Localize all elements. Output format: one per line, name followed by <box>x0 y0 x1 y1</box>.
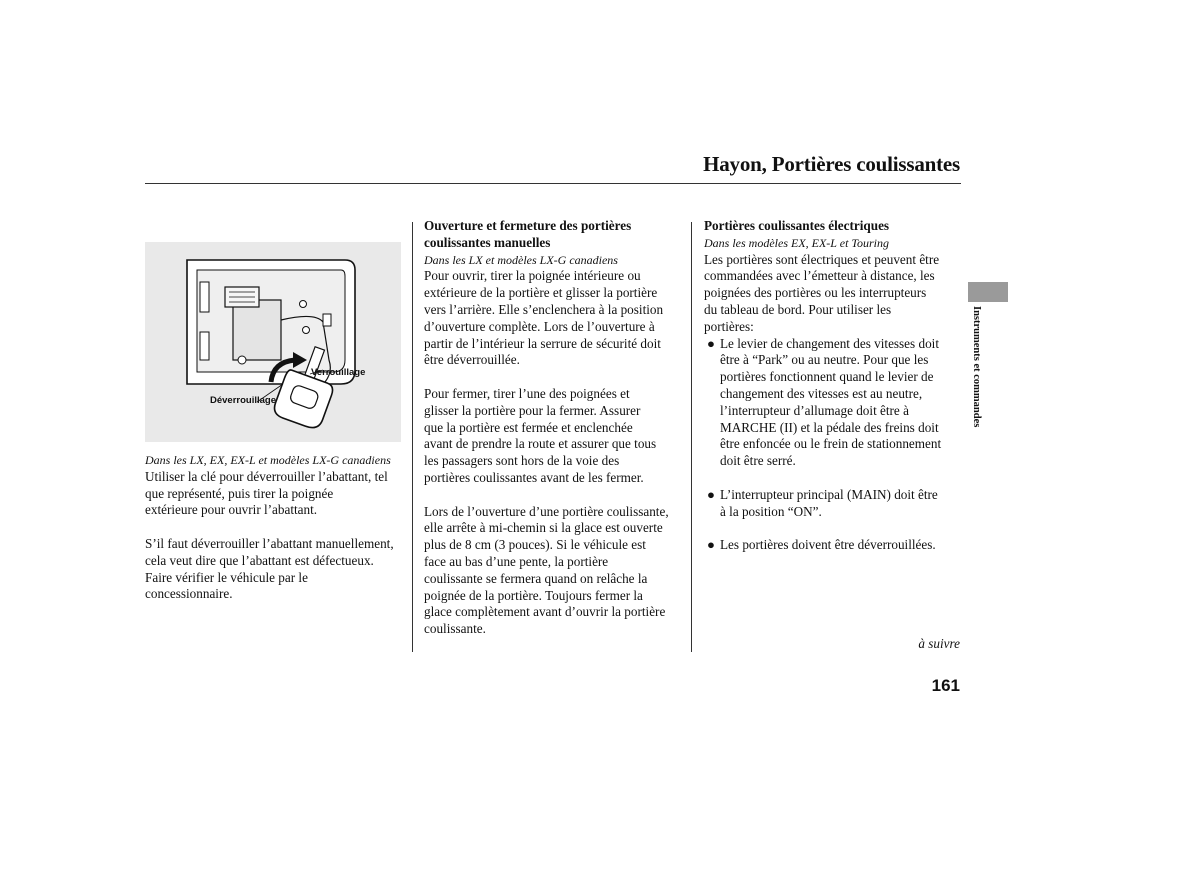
section-tab <box>968 282 1008 302</box>
section-tab-label: Instruments et commandes <box>971 306 982 428</box>
tailgate-lock-drawing <box>145 242 401 442</box>
bullet-icon: ● <box>707 537 715 553</box>
column-divider <box>412 222 413 652</box>
paragraph: S’il faut déverrouiller l’abattant manuellement, cela veut dire que l’abattant est défectueux. Faire vérifier le véhicule par le concessionnaire. <box>145 535 394 602</box>
paragraph: Pour ouvrir, tirer la poignée intérieure ou extérieure de la portière et glisser la portière vers l’arrière. Elle s’enclenchera à la position d’ouverture complète. Lors de l’ouverture à partir de l’intérieur la serrure de sécurité doit être déverrouillée. <box>424 268 664 368</box>
model-condition: Dans les LX et modèles LX-G canadiens <box>424 252 618 267</box>
paragraph: Pour fermer, tirer l’une des poignées et glisser la portière pour la fermer. Assurer que la portière est fermée et enclenchée avant de prendre la route et assurer que tous les passagers sont hors de la voie des portières coulissantes avant de les fermer. <box>424 385 657 485</box>
paragraph: Utiliser la clé pour déverrouiller l’abattant, tel que représenté, puis tirer la poignée extérieure pour ouvrir l’abattant. <box>145 468 388 518</box>
model-condition: Dans les LX, EX, EX-L et modèles LX-G canadiens <box>145 453 391 467</box>
column-left <box>145 452 407 603</box>
page-title: Hayon, Portières coulissantes <box>703 152 960 176</box>
title-rule <box>145 183 961 184</box>
page-number: 161 <box>931 676 960 695</box>
paragraph: Les portières sont électriques et peuvent être commandées avec l’émetteur à distance, les poignées des portières ou les interrupteurs du tableau de bord. Pour utiliser les portières: <box>704 251 940 334</box>
list-item: ● Les portières doivent être déverrouillées. <box>707 537 936 553</box>
bullet-icon: ● <box>707 335 715 351</box>
model-condition: Dans les modèles EX, EX-L et Touring <box>704 235 889 250</box>
tailgate-lock-illustration <box>145 242 401 442</box>
column-middle <box>424 218 686 638</box>
list-item: ● Le levier de changement des vitesses doit être à “Park” ou au neutre. Pour que les portières fonctionnent quand le levier de changement des vitesses est au neutre, l’interrupteur d’allumage doit être à MARCHE (II) et la pédale des freins doit être enfoncée ou le frein de stationnement doit être serré. <box>707 335 942 469</box>
lock-label: Verrouillage <box>311 367 366 378</box>
section-heading: Portières coulissantes électriques <box>704 218 890 233</box>
bullet-list <box>704 336 966 554</box>
unlock-label: Déverrouillage <box>210 395 276 406</box>
column-right <box>704 218 966 554</box>
column-divider <box>691 222 692 652</box>
list-item: ● L’interrupteur principal (MAIN) doit être à la position “ON”. <box>707 486 938 519</box>
continued-note: à suivre <box>918 636 960 651</box>
section-heading: Ouverture et fermeture des portières coulissantes manuelles <box>424 218 632 250</box>
paragraph: Lors de l’ouverture d’une portière coulissante, elle arrête à mi-chemin si la glace est ouverte plus de 8 cm (3 pouces). Si le véhicule est face au bas d’une pente, la portière coulissante se fermera quand on relâche la poignée de la portière. Toujours fermer la glace complètement avant d’ouvrir la portière coulissante. <box>424 503 669 637</box>
bullet-icon: ● <box>707 486 715 502</box>
